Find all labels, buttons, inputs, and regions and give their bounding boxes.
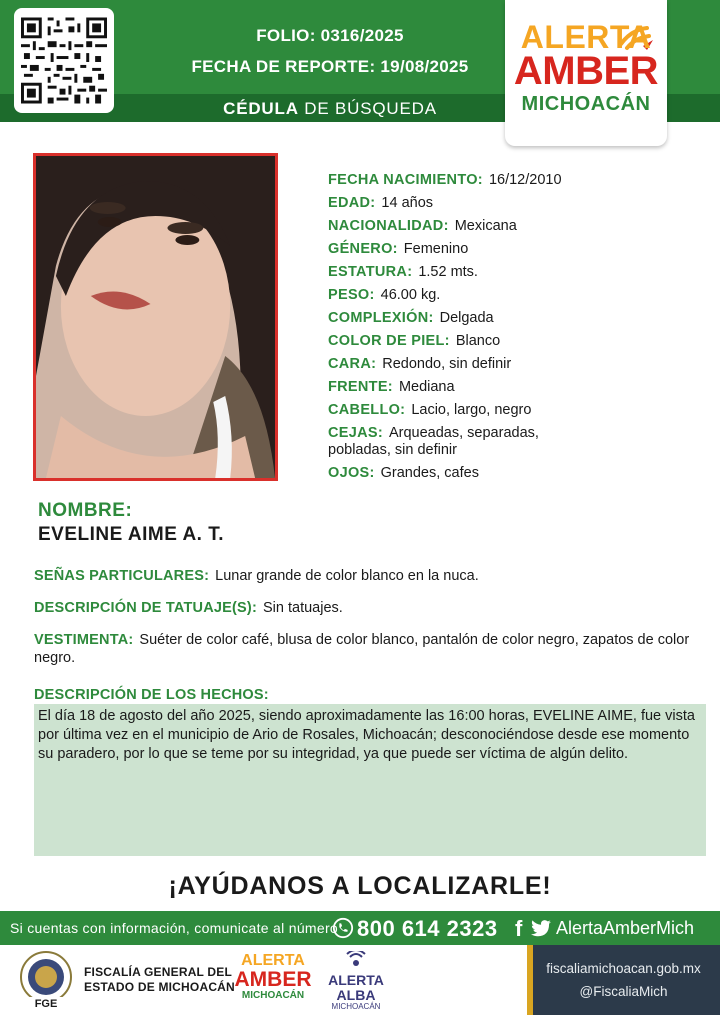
name-label: NOMBRE: <box>38 500 133 521</box>
field-value: Lacio, largo, negro <box>411 402 532 418</box>
document-title <box>160 99 500 119</box>
folio-number: FOLIO: 0316/2025 <box>256 26 404 45</box>
field-value: Grandes, cafes <box>380 465 479 481</box>
mini-amber-line3: MICHOACÁN <box>241 990 305 1001</box>
clothing-label: VESTIMENTA: <box>34 632 134 648</box>
events-label: DESCRIPCIÓN DE LOS HECHOS: <box>34 687 269 703</box>
report-date: FECHA DE REPORTE: 19/08/2025 <box>191 57 469 76</box>
fge-name-line1: FISCALÍA GENERAL DEL <box>84 965 233 979</box>
field-label: ESTATURA: <box>328 264 413 280</box>
logo-alerta-text: ALERTA <box>520 19 652 55</box>
field-eyebrows <box>328 425 548 459</box>
field-label: CABELLO: <box>328 402 406 418</box>
institutional-footer <box>0 945 720 1015</box>
field-value: Mexicana <box>454 218 517 234</box>
tattoos <box>34 599 694 617</box>
qr-code[interactable] <box>14 8 114 113</box>
field-forehead <box>328 379 698 396</box>
missing-person-photo <box>33 153 278 481</box>
mini-amber-logo <box>232 953 314 1002</box>
field-value: Delgada <box>439 310 494 326</box>
field-build <box>328 310 698 327</box>
field-value: 1.52 mts. <box>418 264 478 280</box>
fge-name-line2: ESTADO DE MICHOACÁN <box>84 980 235 994</box>
field-weight <box>328 287 698 304</box>
field-label: FECHA NACIMIENTO: <box>328 172 483 188</box>
field-birthdate <box>328 172 698 189</box>
field-label: PESO: <box>328 287 375 303</box>
field-label: CEJAS: <box>328 425 383 441</box>
field-label: CARA: <box>328 356 377 372</box>
social-handle[interactable]: AlertaAmberMich <box>556 918 695 938</box>
alba-signal-icon <box>344 951 368 973</box>
field-label: EDAD: <box>328 195 376 211</box>
qr-code-icon <box>21 15 107 106</box>
field-value: Mediana <box>398 379 455 395</box>
logo-amber-text: AMBER <box>513 49 659 93</box>
field-value: Femenino <box>403 241 469 257</box>
phone-icon <box>332 917 354 939</box>
field-nationality <box>328 218 698 235</box>
clothing-value: Suéter de color café, blusa de color blanco, pantalón de color negro, zapatos de color negro. <box>34 632 690 666</box>
tattoos-label: DESCRIPCIÓN DE TATUAJE(S): <box>34 600 257 616</box>
alba-line1: ALERTA <box>328 972 384 988</box>
field-value: 46.00 kg. <box>380 287 441 303</box>
tattoos-value: Sin tatuajes. <box>262 600 343 616</box>
field-height <box>328 264 698 281</box>
events-description: El día 18 de agosto del año 2025, siendo aproximadamente las 16:00 horas, EVELINE AIME, fue vista por última vez en el municipio de Ario de Rosales, Michoacán; desconociéndose desde ese momento su paradero, por lo que se teme por su integridad, ya que puede ser víctima de algún delito. <box>34 704 706 856</box>
mini-amber-line2: AMBER <box>234 968 312 991</box>
person-details <box>328 172 698 488</box>
field-label: COMPLEXIÓN: <box>328 310 434 326</box>
contact-links <box>527 945 720 1015</box>
alerta-alba-logo <box>326 951 386 1012</box>
contact-bar <box>0 911 720 945</box>
fge-seal-icon <box>18 951 74 1009</box>
field-face <box>328 356 698 373</box>
fge-seal-text: FGE <box>34 998 58 1009</box>
marks-value: Lunar grande de color blanco en la nuca. <box>215 568 479 584</box>
accent-stripe <box>527 945 533 1015</box>
document-title-rest: DE BÚSQUEDA <box>298 99 437 118</box>
field-label: COLOR DE PIEL: <box>328 333 450 349</box>
field-label: OJOS: <box>328 465 375 481</box>
field-value: 14 años <box>381 195 434 211</box>
field-label: NACIONALIDAD: <box>328 218 449 234</box>
twitter-link[interactable]: @FiscaliaMich <box>579 984 668 999</box>
logo-michoacan-text: MICHOACÁN <box>521 93 651 115</box>
field-age <box>328 195 698 212</box>
field-value: 16/12/2010 <box>488 172 562 188</box>
field-value: Redondo, sin definir <box>382 356 512 372</box>
marks-label: SEÑAS PARTICULARES: <box>34 568 210 584</box>
contact-info-text: Si cuentas con información, comunicate al número <box>10 920 339 936</box>
alba-line2: ALBA <box>336 987 376 1003</box>
alba-line3: MICHOACÁN <box>331 1002 381 1011</box>
portrait-image <box>36 156 275 478</box>
field-gender <box>328 241 698 258</box>
field-value: Arqueadas, separadas, pobladas, sin definir <box>328 425 539 458</box>
phone-number[interactable]: 800 614 2323 <box>357 916 498 941</box>
field-label: GÉNERO: <box>328 241 398 257</box>
fge-name <box>84 965 235 995</box>
field-label: FRENTE: <box>328 379 393 395</box>
person-name: EVELINE AIME A. T. <box>38 524 225 545</box>
distinguishing-marks <box>34 567 694 585</box>
field-skin-color <box>328 333 698 350</box>
website-link[interactable]: fiscaliamichoacan.gob.mx <box>546 961 701 976</box>
facebook-icon[interactable]: f <box>515 916 523 941</box>
mini-amber-line1: ALERTA <box>241 952 305 969</box>
alerta-amber-logo <box>505 0 667 146</box>
clothing <box>34 631 694 667</box>
twitter-icon[interactable] <box>531 919 551 937</box>
call-to-action: ¡AYÚDANOS A LOCALIZARLE! <box>168 872 552 900</box>
field-hair <box>328 402 698 419</box>
document-title-bold: CÉDULA <box>223 99 299 118</box>
field-eyes <box>328 465 698 482</box>
field-value: Blanco <box>455 333 501 349</box>
